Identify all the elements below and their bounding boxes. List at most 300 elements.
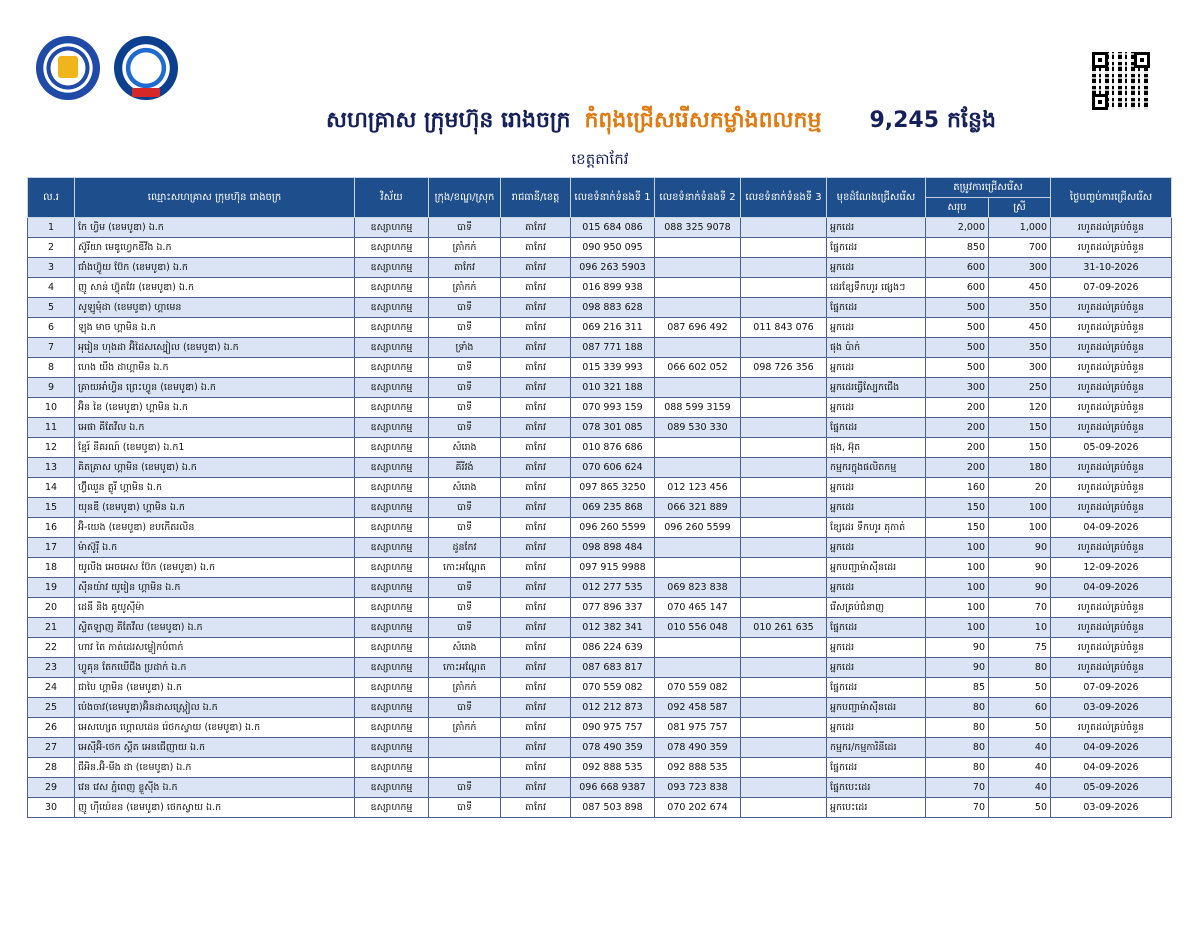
cell-phone2 [655, 238, 741, 258]
cell-female: 350 [989, 298, 1051, 318]
cell-district: កោះអណ្ដែត [429, 558, 501, 578]
cell-phone3 [741, 798, 827, 818]
col-need: តម្រូវការជ្រើសរើស [926, 178, 1051, 198]
logo-group [36, 36, 178, 100]
cell-deadline: រហូតដល់គ្រប់ចំនួន [1051, 538, 1172, 558]
cell-sector: ឧស្សាហកម្ម [355, 218, 429, 238]
cell-total: 80 [926, 718, 989, 738]
cell-total: 500 [926, 358, 989, 378]
cell-district: បាទី [429, 318, 501, 338]
cell-district: បាទី [429, 218, 501, 238]
cell-phone1: 078 301 085 [571, 418, 655, 438]
cell-total: 70 [926, 798, 989, 818]
cell-province: តាកែវ [501, 498, 571, 518]
cell-no: 6 [28, 318, 75, 338]
cell-company: អេស៊ីអ៊ិ-ថេក ស្គីត អេនជើញាយ ឯ.ក [75, 738, 355, 758]
cell-female: 60 [989, 698, 1051, 718]
cell-phone2: 088 599 3159 [655, 398, 741, 418]
table-row [28, 458, 1172, 478]
cell-phone3 [741, 458, 827, 478]
qr-code[interactable] [1092, 52, 1150, 110]
cell-company: ខ្មែរ៍ នីគរណ៍ (ខេមបូឌា) ឯ.ក1 [75, 438, 355, 458]
cell-phone1: 097 915 9988 [571, 558, 655, 578]
cell-district: បាទី [429, 798, 501, 818]
cell-district: បាទី [429, 778, 501, 798]
cell-province: តាកែវ [501, 538, 571, 558]
cell-company: ដេនី និង គូយូស៊ីម៉ា [75, 598, 355, 618]
cell-total: 160 [926, 478, 989, 498]
cell-phone3 [741, 478, 827, 498]
cell-phone1: 087 683 817 [571, 658, 655, 678]
cell-female: 150 [989, 438, 1051, 458]
cell-total: 600 [926, 278, 989, 298]
cell-province: តាកែវ [501, 678, 571, 698]
cell-sector: ឧស្សាហកម្ម [355, 358, 429, 378]
cell-phone1: 078 490 359 [571, 738, 655, 758]
table-row [28, 218, 1172, 238]
cell-phone3 [741, 498, 827, 518]
cell-no: 17 [28, 538, 75, 558]
cell-deadline: រហូតដល់គ្រប់ចំនួន [1051, 358, 1172, 378]
cell-company: វេន វេស ភ្នំពេញ ខ្លួស៊ីង ឯ.ក [75, 778, 355, 798]
cell-province: តាកែវ [501, 398, 571, 418]
cell-no: 25 [28, 698, 75, 718]
table-row [28, 398, 1172, 418]
table-row [28, 378, 1172, 398]
cell-position: អ្នកដេរ [827, 578, 926, 598]
cell-phone3 [741, 338, 827, 358]
cell-phone1: 097 865 3250 [571, 478, 655, 498]
cell-total: 500 [926, 338, 989, 358]
cell-deadline: 04-09-2026 [1051, 578, 1172, 598]
cell-company: ជាំងហ៊្វូយ ប៊ែក (ខេមបូឌា) ឯ.ក [75, 258, 355, 278]
cell-sector: ឧស្សាហកម្ម [355, 278, 429, 298]
cell-company: ញូ សាន់ ហ៊្វុតវែរ (ខេមបូឌា) ឯ.ក [75, 278, 355, 298]
cell-district: បាទី [429, 698, 501, 718]
cell-deadline: រហូតដល់គ្រប់ចំនួន [1051, 318, 1172, 338]
cell-phone3 [741, 578, 827, 598]
ministry-logo [36, 36, 100, 100]
cell-province: តាកែវ [501, 478, 571, 498]
cell-female: 300 [989, 358, 1051, 378]
cell-phone3 [741, 718, 827, 738]
cell-position: ផ្នែកបេះដេរ [827, 778, 926, 798]
cell-position: ផ្នែកដេរ [827, 678, 926, 698]
cell-district: បាទី [429, 618, 501, 638]
cell-no: 29 [28, 778, 75, 798]
cell-position: រើសគ្រប់ជំនាញ [827, 598, 926, 618]
cell-no: 20 [28, 598, 75, 618]
cell-total: 200 [926, 418, 989, 438]
cell-female: 700 [989, 238, 1051, 258]
cell-province: តាកែវ [501, 378, 571, 398]
col-province: រាជធានី/ខេត្ត [501, 178, 571, 218]
cell-position: កម្មករ/កម្មការិនីដេរ [827, 738, 926, 758]
cell-phone3 [741, 278, 827, 298]
cell-no: 10 [28, 398, 75, 418]
cell-phone1: 070 606 624 [571, 458, 655, 478]
cell-total: 100 [926, 578, 989, 598]
nea-logo [114, 36, 178, 100]
cell-company: គិតគ្រាស ហ្គាមិន (ខេមបូឌា) ឯ.ក [75, 458, 355, 478]
title-unit: កន្លែង [947, 108, 996, 133]
cell-sector: ឧស្សាហកម្ម [355, 438, 429, 458]
cell-sector: ឧស្សាហកម្ម [355, 518, 429, 538]
cell-deadline: រហូតដល់គ្រប់ចំនួន [1051, 218, 1172, 238]
cell-total: 100 [926, 618, 989, 638]
cell-phone3 [741, 778, 827, 798]
cell-district: ត្រាំកក់ [429, 278, 501, 298]
table-row [28, 358, 1172, 378]
cell-no: 5 [28, 298, 75, 318]
cell-province: តាកែវ [501, 758, 571, 778]
cell-no: 1 [28, 218, 75, 238]
cell-province: តាកែវ [501, 518, 571, 538]
cell-female: 150 [989, 418, 1051, 438]
cell-phone2: 092 888 535 [655, 758, 741, 778]
cell-total: 850 [926, 238, 989, 258]
cell-position: អ្នកបញ្ជាម៉ាស៊ីនដេរ [827, 558, 926, 578]
cell-sector: ឧស្សាហកម្ម [355, 258, 429, 278]
cell-position: អ្នកដេរ [827, 718, 926, 738]
cell-phone3 [741, 758, 827, 778]
cell-female: 40 [989, 738, 1051, 758]
cell-position: ផុង ប៉ាក់ [827, 338, 926, 358]
cell-female: 450 [989, 278, 1051, 298]
cell-position: អ្នកដេរ [827, 318, 926, 338]
cell-no: 14 [28, 478, 75, 498]
cell-province: តាកែវ [501, 338, 571, 358]
cell-district: ត្រាំកក់ [429, 718, 501, 738]
cell-company: អេផា គីតែវីល ឯ.ក [75, 418, 355, 438]
cell-deadline: 05-09-2026 [1051, 778, 1172, 798]
cell-position: ផ្នែកដេរ [827, 238, 926, 258]
cell-phone3 [741, 238, 827, 258]
cell-phone3 [741, 738, 827, 758]
cell-sector: ឧស្សាហកម្ម [355, 298, 429, 318]
cell-position: ផ្នែកដេរ [827, 618, 926, 638]
cell-position: អ្នកដេរ [827, 358, 926, 378]
cell-sector: ឧស្សាហកម្ម [355, 578, 429, 598]
cell-no: 12 [28, 438, 75, 458]
cell-province: តាកែវ [501, 458, 571, 478]
table-row [28, 338, 1172, 358]
cell-province: តាកែវ [501, 218, 571, 238]
cell-company: យុនឌី (ខេមបូឌា) ហ្គាមិន ឯ.ក [75, 498, 355, 518]
cell-total: 200 [926, 458, 989, 478]
cell-female: 120 [989, 398, 1051, 418]
cell-no: 4 [28, 278, 75, 298]
col-position: មុខដំណែងជ្រើសរើស [827, 178, 926, 218]
cell-deadline: រហូតដល់គ្រប់ចំនួន [1051, 338, 1172, 358]
cell-phone2 [655, 458, 741, 478]
cell-total: 150 [926, 498, 989, 518]
cell-province: តាកែវ [501, 778, 571, 798]
cell-deadline: 07-09-2026 [1051, 278, 1172, 298]
cell-company: ស្ទិតឡាញ គីតែវីល (ខេមបូឌា) ឯ.ក [75, 618, 355, 638]
cell-phone2: 093 723 838 [655, 778, 741, 798]
table-row [28, 758, 1172, 778]
cell-sector: ឧស្សាហកម្ម [355, 238, 429, 258]
cell-female: 10 [989, 618, 1051, 638]
cell-province: តាកែវ [501, 558, 571, 578]
cell-female: 450 [989, 318, 1051, 338]
cell-total: 100 [926, 538, 989, 558]
cell-phone1: 090 975 757 [571, 718, 655, 738]
cell-sector: ឧស្សាហកម្ម [355, 498, 429, 518]
cell-no: 11 [28, 418, 75, 438]
cell-phone2 [655, 638, 741, 658]
cell-total: 500 [926, 318, 989, 338]
cell-sector: ឧស្សាហកម្ម [355, 538, 429, 558]
col-phone1: លេខទំនាក់ទំនងទី 1 [571, 178, 655, 218]
cell-province: តាកែវ [501, 698, 571, 718]
cell-sector: ឧស្សាហកម្ម [355, 758, 429, 778]
cell-no: 15 [28, 498, 75, 518]
table-row [28, 478, 1172, 498]
cell-phone3 [741, 678, 827, 698]
cell-total: 500 [926, 298, 989, 318]
cell-company: អ៊ិ-យេង (ខេមបូឌា) ខបកើតរលិន [75, 518, 355, 538]
cell-no: 18 [28, 558, 75, 578]
cell-phone2: 096 260 5599 [655, 518, 741, 538]
table-row [28, 238, 1172, 258]
cell-sector: ឧស្សាហកម្ម [355, 698, 429, 718]
table-row [28, 518, 1172, 538]
col-phone3: លេខទំនាក់ទំនងទី 3 [741, 178, 827, 218]
cell-no: 27 [28, 738, 75, 758]
cell-no: 23 [28, 658, 75, 678]
table-row [28, 738, 1172, 758]
cell-phone3 [741, 538, 827, 558]
cell-phone1: 070 993 159 [571, 398, 655, 418]
cell-phone1: 098 883 628 [571, 298, 655, 318]
cell-female: 250 [989, 378, 1051, 398]
table-row [28, 638, 1172, 658]
cell-deadline: រហូតដល់គ្រប់ចំនួន [1051, 478, 1172, 498]
cell-sector: ឧស្សាហកម្ម [355, 598, 429, 618]
cell-no: 24 [28, 678, 75, 698]
cell-total: 80 [926, 738, 989, 758]
cell-female: 50 [989, 798, 1051, 818]
cell-deadline: រហូតដល់គ្រប់ចំនួន [1051, 398, 1172, 418]
cell-sector: ឧស្សាហកម្ម [355, 378, 429, 398]
cell-female: 350 [989, 338, 1051, 358]
cell-company: ម៉ាស៊ូរ៉ី ឯ.ក [75, 538, 355, 558]
cell-phone2 [655, 658, 741, 678]
cell-province: តាកែវ [501, 598, 571, 618]
cell-company: ជីអិន.អ៊ិ-មីង ដា (ខេមបូឌា) ឯ.ក [75, 758, 355, 778]
cell-position: អ្នកដេរ [827, 478, 926, 498]
cell-no: 8 [28, 358, 75, 378]
cell-deadline: 03-09-2026 [1051, 698, 1172, 718]
cell-district: បាទី [429, 358, 501, 378]
cell-district: បាទី [429, 498, 501, 518]
cell-district: បាទី [429, 598, 501, 618]
table-row [28, 678, 1172, 698]
title-count: 9,245 [869, 108, 940, 133]
cell-company: ហេង យីង ដាហ្គាមិន ឯ.ក [75, 358, 355, 378]
cell-company: យូលីង អេចអេស ប៊ែក (ខេមបូឌា) ឯ.ក [75, 558, 355, 578]
cell-sector: ឧស្សាហកម្ម [355, 558, 429, 578]
col-female: ស្រី [989, 198, 1051, 218]
cell-deadline: រហូតដល់គ្រប់ចំនួន [1051, 498, 1172, 518]
cell-no: 2 [28, 238, 75, 258]
col-sector: វិស័យ [355, 178, 429, 218]
cell-deadline: រហូតដល់គ្រប់ចំនួន [1051, 378, 1172, 398]
cell-province: តាកែវ [501, 658, 571, 678]
cell-company: គ្រាយអាំហ្វិន ព្រេះហ្វូន (ខេមបូឌា) ឯ.ក [75, 378, 355, 398]
cell-deadline: រហូតដល់គ្រប់ចំនួន [1051, 458, 1172, 478]
cell-sector: ឧស្សាហកម្ម [355, 658, 429, 678]
cell-company: អេសហ្សេត ហ្គោលដេន រ៉េថកស្វាយ (ខេមបូឌា) ឯ.ក [75, 718, 355, 738]
cell-deadline: 04-09-2026 [1051, 758, 1172, 778]
table-row [28, 298, 1172, 318]
cell-position: អ្នកដេរ [827, 498, 926, 518]
table-row [28, 718, 1172, 738]
cell-female: 180 [989, 458, 1051, 478]
cell-sector: ឧស្សាហកម្ម [355, 338, 429, 358]
cell-phone1: 010 876 686 [571, 438, 655, 458]
cell-district [429, 758, 501, 778]
cell-phone3 [741, 698, 827, 718]
cell-company: ជាបៃ ហ្គាមិន (ខេមបូឌា) ឯ.ក [75, 678, 355, 698]
cell-female: 100 [989, 498, 1051, 518]
cell-phone2 [655, 438, 741, 458]
col-no: ល.រ [28, 178, 75, 218]
job-vacancy-table [27, 177, 1172, 818]
cell-phone1: 086 224 639 [571, 638, 655, 658]
cell-district: គីរីវង់ [429, 458, 501, 478]
col-name: ឈ្មោះសហគ្រាស ក្រុមហ៊ុន រោងចក្រ [75, 178, 355, 218]
cell-sector: ឧស្សាហកម្ម [355, 458, 429, 478]
cell-phone1: 010 321 188 [571, 378, 655, 398]
cell-province: តាកែវ [501, 238, 571, 258]
cell-position: អ្នកដេរ [827, 398, 926, 418]
cell-province: តាកែវ [501, 298, 571, 318]
cell-sector: ឧស្សាហកម្ម [355, 778, 429, 798]
cell-phone3 [741, 258, 827, 278]
cell-position: ខ្សែដេរ ទឹកហូរ តុកាត់ [827, 518, 926, 538]
table-row [28, 418, 1172, 438]
cell-company: សូឡូមុំដា (ខេមបូឌា) ហ្គាមេន [75, 298, 355, 318]
cell-phone2 [655, 558, 741, 578]
cell-province: តាកែវ [501, 618, 571, 638]
cell-no: 22 [28, 638, 75, 658]
cell-deadline: 12-09-2026 [1051, 558, 1172, 578]
col-deadline: ថ្ងៃបញ្ចប់ការជ្រើសរើស [1051, 178, 1172, 218]
cell-province: តាកែវ [501, 358, 571, 378]
cell-district: សំរោង [429, 438, 501, 458]
cell-company: ហ៊្វីឈួន គ្លូរី ហ្គាមិន ឯ.ក [75, 478, 355, 498]
cell-sector: ឧស្សាហកម្ម [355, 678, 429, 698]
cell-phone3 [741, 598, 827, 618]
cell-phone1: 096 260 5599 [571, 518, 655, 538]
cell-province: តាកែវ [501, 318, 571, 338]
cell-phone3 [741, 378, 827, 398]
cell-province: តាកែវ [501, 638, 571, 658]
cell-phone2: 070 465 147 [655, 598, 741, 618]
cell-province: តាកែវ [501, 278, 571, 298]
cell-phone1: 090 950 095 [571, 238, 655, 258]
cell-sector: ឧស្សាហកម្ម [355, 418, 429, 438]
cell-total: 200 [926, 438, 989, 458]
cell-position: អ្នកដេរ [827, 538, 926, 558]
page-title [326, 106, 996, 138]
cell-phone2: 089 530 330 [655, 418, 741, 438]
cell-female: 75 [989, 638, 1051, 658]
title-part2: កំពុងជ្រើសរើសកម្លាំងពលកម្ម [584, 108, 822, 133]
cell-sector: ឧស្សាហកម្ម [355, 638, 429, 658]
cell-female: 1,000 [989, 218, 1051, 238]
cell-district: តាកែវ [429, 258, 501, 278]
cell-phone1: 087 771 188 [571, 338, 655, 358]
col-district: ក្រុង/ខណ្ឌ/ស្រុក [429, 178, 501, 218]
cell-no: 30 [28, 798, 75, 818]
cell-phone2: 092 458 587 [655, 698, 741, 718]
cell-company: កែ ហ្វិម (ខេមបូឌា) ឯ.ក [75, 218, 355, 238]
cell-phone3 [741, 658, 827, 678]
cell-total: 100 [926, 558, 989, 578]
cell-district: បាទី [429, 518, 501, 538]
cell-no: 26 [28, 718, 75, 738]
cell-phone2: 066 321 889 [655, 498, 741, 518]
table-row [28, 658, 1172, 678]
cell-deadline: 04-09-2026 [1051, 738, 1172, 758]
table-row [28, 598, 1172, 618]
cell-phone3 [741, 438, 827, 458]
cell-total: 200 [926, 398, 989, 418]
cell-position: អ្នកបញ្ជាម៉ាស៊ីនដេរ [827, 698, 926, 718]
cell-deadline: រហូតដល់គ្រប់ចំនួន [1051, 638, 1172, 658]
cell-deadline: រហូតដល់គ្រប់ចំនួន [1051, 418, 1172, 438]
cell-district: ដូនកែវ [429, 538, 501, 558]
cell-female: 80 [989, 658, 1051, 678]
table-row [28, 578, 1172, 598]
cell-district [429, 738, 501, 758]
cell-female: 90 [989, 538, 1051, 558]
cell-phone1: 012 212 873 [571, 698, 655, 718]
cell-phone2 [655, 258, 741, 278]
cell-position: ដេរខ្សែទឹកហូរ ផ្សេងៗ [827, 278, 926, 298]
cell-phone3 [741, 638, 827, 658]
cell-position: អ្នកដេរ [827, 638, 926, 658]
cell-phone1: 069 216 311 [571, 318, 655, 338]
cell-phone2 [655, 278, 741, 298]
cell-phone1: 012 277 535 [571, 578, 655, 598]
cell-phone1: 012 382 341 [571, 618, 655, 638]
cell-sector: ឧស្សាហកម្ម [355, 718, 429, 738]
table-row [28, 318, 1172, 338]
cell-phone2 [655, 338, 741, 358]
cell-position: កម្មករក្នុងផលិតកម្ម [827, 458, 926, 478]
cell-total: 80 [926, 698, 989, 718]
cell-deadline: រហូតដល់គ្រប់ចំនួន [1051, 238, 1172, 258]
cell-district: បាទី [429, 378, 501, 398]
cell-no: 28 [28, 758, 75, 778]
cell-phone2: 010 556 048 [655, 618, 741, 638]
cell-sector: ឧស្សាហកម្ម [355, 478, 429, 498]
cell-district: បាទី [429, 398, 501, 418]
cell-sector: ឧស្សាហកម្ម [355, 738, 429, 758]
cell-phone3 [741, 518, 827, 538]
cell-female: 50 [989, 678, 1051, 698]
cell-province: តាកែវ [501, 258, 571, 278]
cell-phone1: 015 339 993 [571, 358, 655, 378]
table-row [28, 618, 1172, 638]
cell-company: អ៊ិន ខៃ (ខេមបូឌា) ហ្គាមិន ឯ.ក [75, 398, 355, 418]
cell-phone3 [741, 298, 827, 318]
